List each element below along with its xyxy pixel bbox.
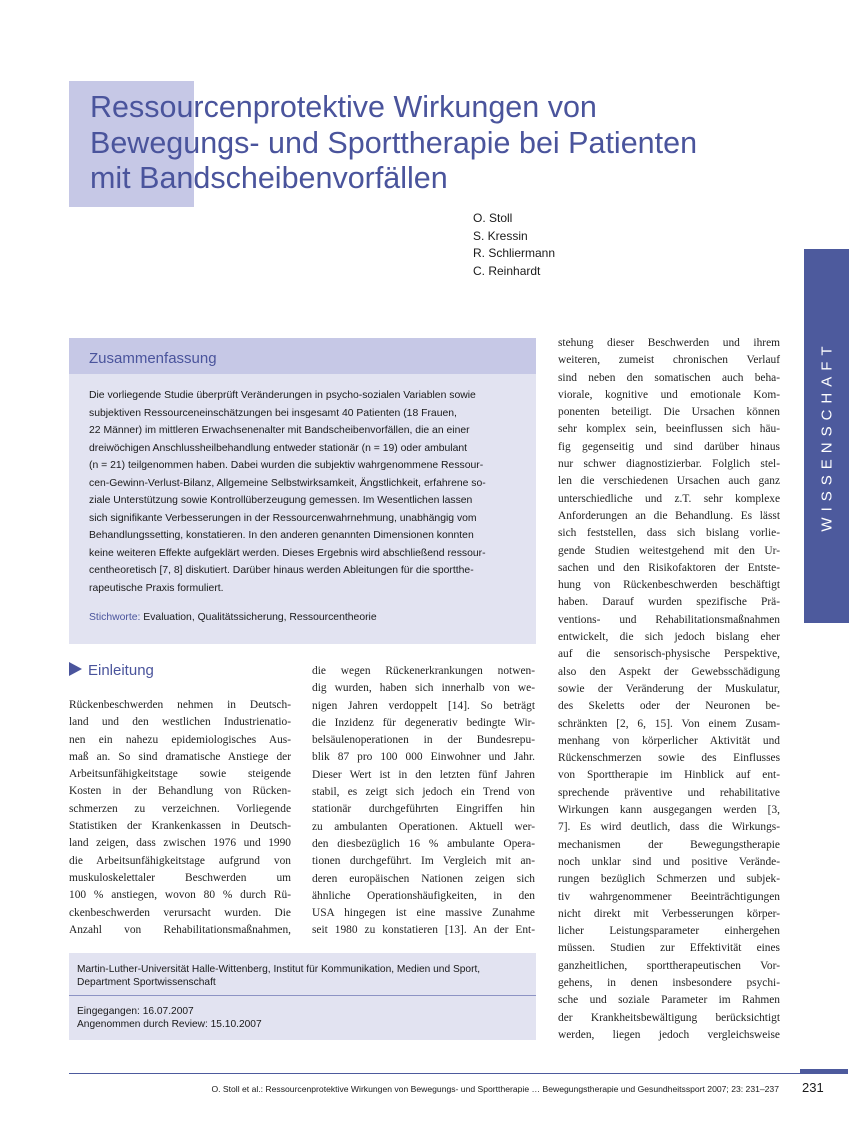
affiliation-divider (69, 995, 536, 996)
text-line: Anforderungen an die Behandlung. Es lässt (558, 509, 780, 522)
text-line: ähnliche Operationshäufigkeiten, in den (312, 889, 535, 902)
text-line: nur schwer diagnostizierbar. Folglich stel- (558, 458, 780, 471)
text-line: ckenbeschwerden verursacht wurden. Die (69, 906, 291, 919)
text-line: menhang von körperlicher Aktivität und (558, 734, 780, 747)
text-line: gende Studien weitestgehend mit den Ur- (558, 544, 780, 557)
received-date: Eingegangen: 16.07.2007 (77, 1006, 194, 1017)
author: S. Kressin (473, 228, 528, 243)
abstract-text (89, 387, 519, 597)
text-line: fig gegenseitig und sind darüber hinaus (558, 440, 780, 453)
text-line: schränkten [2, 6, 15]. Von einem Zusam- (558, 717, 780, 730)
text-line: sprechende präventive und rehabilitative (558, 786, 780, 799)
accepted-date: Angenommen durch Review: 15.10.2007 (77, 1019, 262, 1030)
text-line: deren europäischen Nationen zeigen sich (312, 872, 535, 885)
text-line: Kosten in der Behandlung von Rücken- (69, 785, 291, 798)
abstract-header (69, 338, 536, 374)
article-title (90, 90, 790, 197)
text-line: land zeigen, dass zwischen 1976 und 1990 (69, 837, 291, 850)
text-line: zu ambulanten Operationen. Aktuell wer- (312, 820, 535, 833)
keywords (89, 612, 377, 623)
text-line: dig wurden, haben sich innerhalb von we- (312, 682, 535, 695)
text-line: die Inzidenz für degenerativ bedingte Wir- (312, 716, 535, 729)
abstract-title: Zusammenfassung (89, 350, 217, 367)
author: O. Stoll (473, 211, 513, 225)
text-line: belsäulenoperationen in der Bundesrepu- (312, 734, 535, 747)
footer-divider (69, 1073, 800, 1074)
text-line: gehens, in denen insbesondere psychi- (558, 976, 780, 989)
text-line: licher Leistungsparameter einhergehen (558, 925, 780, 938)
abstract-line: ziale Unterstützung sowie Kontrollüberzeugung gemessen. Im Wesentlichen lassen (89, 495, 473, 506)
text-line: unterschiedliche und z.T. sehr komplexe (558, 492, 780, 505)
text-line: den diesbezüglich 16 % ambulante Opera- (312, 837, 535, 850)
section-heading (69, 662, 154, 679)
title-line: Bewegungs- und Sporttherapie bei Patienten (90, 125, 698, 160)
text-column-3 (558, 335, 780, 1044)
abstract-line: (n = 21) teilgenommen haben. Dabei wurden die subjektiv wahrgenommene Ressour- (89, 460, 484, 471)
affiliation-text (77, 963, 480, 989)
text-line: Dieser Wert ist in den letzten fünf Jahren (312, 768, 535, 781)
page-number: 231 (802, 1080, 824, 1095)
text-line: haben. Darauf wurden spezifische Prä- (558, 596, 780, 609)
abstract-line: cen-Gewinn-Verlust-Bilanz, Allgemeine Selbstwirksamkeit, Ängstlichkeit, erfahrene so- (89, 477, 486, 489)
title-line: Ressourcenprotektive Wirkungen von (90, 90, 597, 124)
abstract-line: sich signifikante Verbesserungen in der Ressourcenwahrnehmung, unabhängig vom (89, 512, 477, 524)
author-list (473, 210, 555, 280)
text-line: Statistiken der Krankenkassen in Deutsch- (69, 820, 291, 833)
text-line: die wegen Rückenerkrankungen notwen- (312, 665, 535, 677)
affiliation-line: Martin-Luther-Universität Halle-Wittenberg, Institut für Kommunikation, Medien und Sport, (77, 964, 481, 975)
text-line: ponenten beteiligt. Die Ursachen können (558, 406, 780, 419)
keywords-value: Evaluation, Qualitätssicherung, Ressourcentheorie (143, 612, 377, 623)
text-line: die Arbeitsunfähigkeitstage aufgrund von (69, 854, 291, 867)
text-line: Wirkungen kann ausgegangen werden [3, (558, 804, 780, 817)
text-line: der Krankheitsbewältigung berücksichtigt (558, 1011, 780, 1024)
text-line: land und den westlichen Industrienatio- (69, 716, 291, 729)
text-line: noch unklar sind und positive Verände- (558, 855, 780, 868)
text-line: des Skeletts oder der Neuronen be- (558, 700, 780, 713)
abstract-line: rapeutische Praxis formuliert. (89, 582, 224, 594)
abstract-line: subjektiven Ressourceneinschätzungen bei insgesamt 40 Patienten (18 Frauen, (89, 407, 457, 419)
text-line: sachen und den Risikofaktoren der Entste- (558, 561, 780, 574)
text-line: nicht direkt mit Verbesserungen körper- (558, 907, 780, 920)
abstract-line: dreiwöchigen Anschlussheilbehandlung entweder stationär (n = 19) oder ambulant (89, 442, 468, 454)
text-line: stabil, es zeigt sich jedoch ein Trend von (312, 786, 535, 799)
text-line: ganzheitlichen, sporttherapeutischen Vor- (558, 959, 780, 972)
submission-dates (77, 1005, 262, 1031)
text-line: sind neben den somatischen auch beha- (558, 371, 780, 384)
text-line: hung von Rückenbeschwerden beschäftigt (558, 579, 780, 592)
footer-accent-bar (800, 1069, 848, 1074)
text-line: seit 1980 zu konstatieren [13]. An der Ent- (312, 924, 535, 937)
text-column-2 (312, 663, 535, 940)
section-tab-label: WISSENSCHAFT (818, 340, 836, 532)
text-line: mechanismen der Bewegungstherapie (558, 838, 780, 851)
text-line: Anzahl von Rehabilitationsmaßnahmen, (69, 923, 291, 936)
text-line: weiteren, zumeist chronischen Verlauf (558, 354, 780, 367)
text-line: auf die sensorisch-physische Perspektive, (558, 648, 780, 661)
text-line: viorale, kognitive und emotionale Kom- (558, 388, 780, 401)
abstract-line: keine weiteren Effekte aufgeklärt werden. Dieses Ergebnis wird abschließend ressour- (89, 547, 486, 559)
text-line: tionen durchgeführt. Im Vergleich mit an- (312, 855, 535, 868)
arrow-right-icon (69, 662, 82, 676)
text-column-1 (69, 697, 291, 939)
text-line: 7]. Es wird deutlich, dass die Wirkungs- (558, 821, 780, 834)
text-line: len die verschiedenen Ursachen auch ganz (558, 475, 780, 488)
footer-citation: O. Stoll et al.: Ressourcenprotektive Wirkungen von Bewegungs- und Sporttherapie … Bewegungstherapie und Gesundheitssport 2007; 23: 231–237 (211, 1084, 779, 1094)
text-line: ventions- und Rehabilitationsmaßnahmen (558, 613, 780, 626)
text-line: müssen. Studien zur Effektivität eines (558, 942, 780, 955)
text-line: Rückenbeschwerden nehmen in Deutsch- (69, 699, 291, 711)
text-line: rungen bezüglich Schmerzen und subjek- (558, 873, 780, 886)
text-line: sche und soziale Parameter im Rahmen (558, 994, 780, 1007)
text-line: entwickelt, die sich jedoch bislang eher (558, 631, 780, 644)
text-line: Rückenschmerzen sowie des Einflusses (558, 752, 780, 765)
title-line: mit Bandscheibenvorfällen (90, 161, 448, 195)
text-line: muskuloskelettaler Beschwerden um (69, 871, 291, 884)
affiliation-line: Department Sportwissenschaft (77, 977, 216, 988)
text-line: Arbeitsunfähigkeitstage sowie steigende (69, 768, 291, 781)
text-line: sowie der Veränderung der Muskulatur, (558, 682, 780, 695)
author: R. Schliermann (473, 246, 556, 260)
abstract-line: 22 Männer) im mittleren Erwachsenenalter mit Bandscheibenvorfällen, die an einer (89, 425, 470, 436)
section-heading-label: Einleitung (88, 662, 154, 679)
text-line: sehr komplex sein, beeinflussen sich häu- (558, 423, 780, 436)
text-line: also den Aspekt der Gewebsschädigung (558, 665, 780, 678)
text-line: maß an. So sind dramatische Anstiege der (69, 750, 291, 763)
text-line: stationär durchgeführten Eingriffen hin (312, 803, 535, 816)
abstract-box (69, 338, 536, 644)
abstract-line: Behandlungssetting, konstatieren. In den anderen genannten Dimensionen konnten (89, 530, 474, 541)
text-line: blik 87 pro 100 000 Einwohner und Jahr. (312, 751, 535, 764)
text-line: werden, liegen jedoch vergleichsweise (558, 1028, 780, 1041)
text-line: USA hingegen ist eine massive Zunahme (312, 907, 535, 920)
text-line: tiv wahrgenommener Beeinträchtigungen (558, 890, 780, 903)
text-line: von Sporttherapie im Hinblick auf ent- (558, 769, 780, 782)
abstract-line: Die vorliegende Studie überprüft Veränderungen in psycho-sozialen Variablen sowie (89, 390, 476, 401)
affiliation-box (69, 953, 536, 1040)
keywords-label: Stichworte: (89, 612, 141, 623)
text-line: nen ein nahezu epidemiologisches Aus- (69, 733, 291, 746)
text-line: sich feststellen, dass sich bislang vorlie- (558, 527, 780, 540)
text-line: stehung dieser Beschwerden und ihrem (558, 337, 780, 349)
author: C. Reinhardt (473, 263, 541, 278)
text-line: nigen Jahren verdoppelt [14]. So beträgt (312, 699, 535, 712)
text-line: 100 % anstiegen, wovon 80 % durch Rü- (69, 889, 291, 902)
text-line: schmerzen zu verzeichnen. Vorliegende (69, 802, 291, 815)
abstract-line: centheoretisch [7, 8] diskutiert. Darüber hinaus werden Ableitungen für die sportthe- (89, 565, 474, 576)
